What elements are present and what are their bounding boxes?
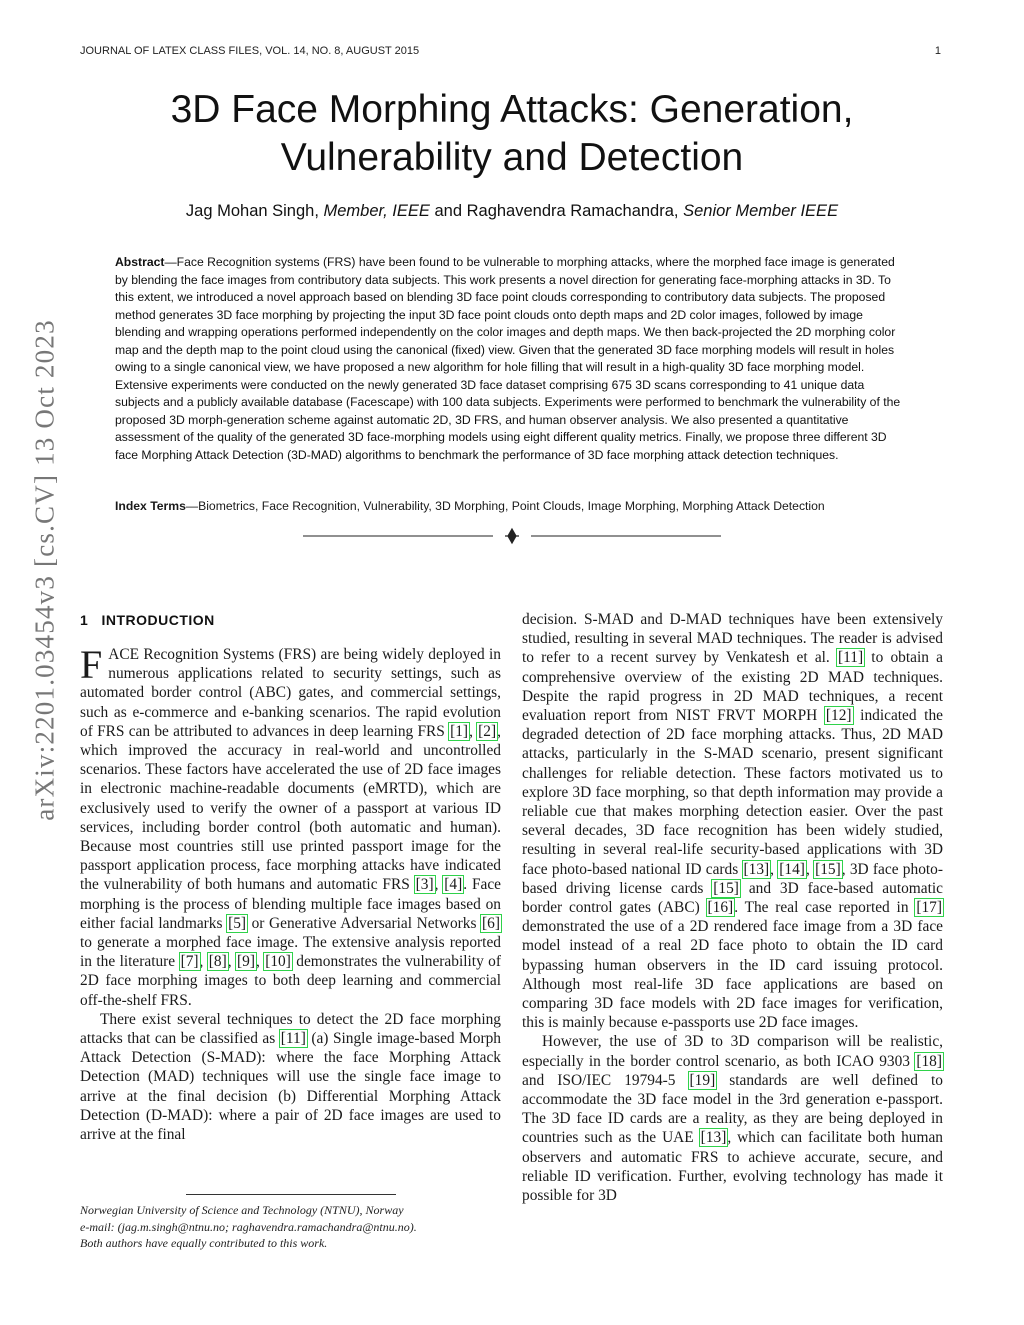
abstract-text: —Face Recognition systems (FRS) have been found to be vulnerable to morphing attacks, where the morphed face image is generated by blending the face images from contributory data subjects. This work presents a novel direction for generating face-morphing attacks in 3D. To this extent, we introduced a novel approach based on blending 3D face point clouds corresponding to contributory data subjects. The proposed method generates 3D face morphing by projecting the input 3D face point clouds onto depth maps and 2D color images, followed by image blending and wrapping operations performed independently on the color images and depth maps. We then back-projected the 2D morphing color map and the depth map to the point cloud using the canonical (fixed) view. Given that the generated 3D face morphing models will result in holes owing to a single canonical view, we have proposed a new algorithm for hole filling that will result in a high-quality 3D face morphing model. Extensive experiments were conducted on the newly generated 3D face dataset comprising 675 3D scans corresponding to 41 unique data subjects and a publicly available database (Facescape) with 100 data subjects. Experiments were performed to benchmark the vulnerability of the proposed 3D morph-generation scheme against automatic 2D, 3D FRS, and human observer analysis. We also presented a quantitative assessment of the quality of the generated 3D face-morphing models using eight different quality metrics. Finally, we propose three different 3D face Morphing Attack Detection (3D-MAD) algorithms to benchmark the performance of 3D face morphing attack detection techniques. — [115, 255, 901, 462]
text-run: However, the use of 3D to 3D comparison will be realistic, especially in the border control scenario, as both ICAO 9303 — [522, 1033, 943, 1070]
text-run: demonstrated the use of a 2D rendered face image from a 3D face model instead of a real 2D face photo to obtain the ID card bypassing human observers in the ID card issuing protocol. Although most real-life 3D face applications are based on comparing 3D face models with 2D face images for verification, this is mainly because e-passports use 2D face images. — [522, 918, 943, 1032]
index-terms — [115, 498, 910, 515]
text-run: , — [770, 860, 779, 878]
text-run: (a) Single image-based Morph Attack Detection (S-MAD): where the face Morphing Attack Detection (MAD) techniques will use the single face image to arrive at the final decision (b) Differential Morphing Attack Detection (D-MAD): where a pair of 2D face images are used to arrive at the final — [80, 1030, 501, 1144]
intro-paragraph-4 — [522, 1032, 943, 1205]
citation-link[interactable]: [17] — [916, 899, 942, 917]
text-run: to obtain a comprehensive overview of the existing 2D MAD techniques. Despite the rapid progress in 2D MAD techniques, a recent evaluation report from NIST FRVT MORPH — [522, 649, 943, 725]
text-run: , — [469, 722, 478, 740]
text-run: , — [255, 953, 265, 971]
diamond-ornament-icon — [505, 529, 519, 543]
citation-link[interactable]: [11] — [838, 649, 864, 667]
text-run: Recognition Systems (FRS) are being widely deployed in numerous applications related to security settings, such as automated border control (ABC) gates, and commercial settings, such as e-commerce and e-banking scenarios. The rapid evolution of FRS can be attributed to advances in deep learning FRS — [80, 646, 501, 740]
citation-link[interactable]: [15] — [815, 860, 841, 878]
intro-paragraph-1 — [80, 642, 502, 1010]
abstract — [115, 254, 910, 464]
author-1: Jag Mohan Singh, — [185, 202, 319, 220]
author-1-role: Member, IEEE — [323, 202, 430, 220]
text-run: standards are well defined to accommodate the 3D face model in the 3rd generation e-passport. The 3D face ID cards are a reality, as they are being deployed in countries such as the UAE — [522, 1071, 943, 1147]
left-column — [80, 642, 502, 1144]
dropcap: F — [80, 642, 103, 687]
citation-link[interactable]: [4] — [444, 876, 463, 894]
citation-link[interactable]: [8] — [208, 953, 227, 971]
page-number: 1 — [934, 45, 941, 57]
text-run: , — [227, 953, 236, 971]
paper-title — [80, 86, 944, 182]
citation-link[interactable]: [13] — [700, 1129, 727, 1147]
text-run: and 3D face-based automatic border control gates (ABC) — [522, 879, 943, 917]
text-run: . Face morphing is the process of blending multiple face images based on either facial landmarks — [80, 876, 502, 932]
dropcap-continuation: ACE — [108, 646, 140, 663]
footnote-rule — [186, 1194, 396, 1195]
author-conjunction: and — [434, 202, 463, 220]
citation-link[interactable]: [5] — [228, 914, 247, 932]
journal-header: JOURNAL OF LATEX CLASS FILES, VOL. 14, NO. 8, AUGUST 2015 — [80, 45, 420, 57]
text-run: . The real case reported in — [734, 899, 916, 917]
footnote-affiliation: Norwegian University of Science and Technology (NTNU), Norway — [80, 1203, 404, 1217]
section-title: INTRODUCTION — [101, 612, 215, 628]
title-line-1: 3D Face Morphing Attacks: Generation, — [170, 88, 854, 131]
right-column — [522, 610, 943, 1205]
citation-link[interactable]: [19] — [689, 1071, 716, 1089]
citation-link[interactable]: [9] — [237, 953, 255, 971]
citation-link[interactable]: [18] — [916, 1052, 942, 1070]
running-header — [80, 45, 944, 61]
arxiv-stamp — [20, 180, 70, 960]
text-run: demonstrates the vulnerability of 2D face morphing images to both deep learning and commercial off-the-shelf FRS. — [80, 953, 501, 1009]
text-run: , 3D face photo-based driving license cards — [522, 860, 943, 897]
intro-paragraph-3 — [522, 610, 943, 1032]
citation-link[interactable]: [12] — [825, 707, 852, 725]
author-2-role: Senior Member IEEE — [683, 202, 839, 220]
citation-link[interactable]: [1] — [450, 722, 469, 740]
footnote-email: e-mail: (jag.m.singh@ntnu.no; raghavendra.ramachandra@ntnu.no). — [80, 1219, 417, 1234]
text-run: and ISO/IEC 19794-5 — [522, 1071, 689, 1089]
abstract-label: Abstract — [115, 255, 165, 269]
citation-link[interactable]: [15] — [713, 879, 739, 897]
section-heading — [80, 612, 215, 628]
text-run: , — [434, 876, 444, 894]
text-run: indicated the degraded detection of 2D face morphing attacks. Thus, 2D MAD attacks, particularly in the S-MAD scenario, present significant challenges for reliable detection. These factors motivated us to explore 3D face morphing, so that depth information may provide a reliable cue that makes morphing detection easier. Over the past several decades, 3D face recognition has been widely studied, resulting in several real-life security-based applications with 3D face photo-based national ID cards — [522, 707, 943, 878]
section-divider — [303, 526, 721, 546]
text-run: or Generative Adversarial Networks — [247, 914, 482, 932]
arxiv-id: arXiv:2201.03454v3 [cs.CV] 13 Oct 2023 — [29, 319, 60, 821]
index-terms-label: Index Terms — [115, 499, 186, 513]
footnote — [80, 1202, 501, 1252]
intro-paragraph-2 — [80, 1010, 501, 1144]
text-run: There exist several techniques to detect the 2D face morphing attacks that can be classified as — [80, 1010, 501, 1048]
text-run: , which improved the accuracy in real-world and uncontrolled scenarios. These factors have accelerated the use of 2D face images in electronic machine-readable documents (eMRTD), which are exclusively used to verify the owner of a passport at various ID services, including border control (both automatic and human). Because most countries still use printed passport image for the passport application process, face morphing attacks have indicated the vulnerability of both humans and automatic FRS — [80, 722, 501, 894]
text-run: to generate a morphed face image. The extensive analysis reported in the literature — [80, 934, 501, 971]
author-line — [80, 202, 944, 221]
author-2: Raghavendra Ramachandra, — [466, 202, 679, 220]
footnote-contribution: Both authors have equally contributed to this work. — [80, 1236, 328, 1250]
section-number: 1 — [80, 612, 89, 628]
citation-link[interactable]: [16] — [707, 899, 734, 917]
citation-link[interactable]: [2] — [478, 722, 497, 740]
citation-link[interactable]: [11] — [280, 1030, 306, 1048]
text-run: , — [199, 953, 208, 971]
citation-link[interactable]: [10] — [265, 953, 291, 971]
citation-link[interactable]: [14] — [779, 860, 805, 878]
text-run: , which can facilitate both human observers and automatic FRS to achieve accurate, secure, and reliable ID verification. Further, evolving technology has made it possible for 3D — [522, 1129, 944, 1205]
citation-link[interactable]: [13] — [743, 860, 770, 878]
index-terms-text: —Biometrics, Face Recognition, Vulnerability, 3D Morphing, Point Clouds, Image Morphing, Morphing Attack Detection — [185, 499, 825, 513]
citation-link[interactable]: [6] — [482, 914, 500, 932]
citation-link[interactable]: [7] — [180, 953, 199, 971]
citation-link[interactable]: [3] — [415, 876, 434, 894]
text-run: , — [805, 860, 815, 878]
title-line-2: Vulnerability and Detection — [280, 136, 744, 179]
text-run: decision. S-MAD and D-MAD techniques have been extensively studied, resulting in several MAD techniques. The reader is advised to refer to a recent survey by Venkatesh et al. — [522, 611, 943, 667]
